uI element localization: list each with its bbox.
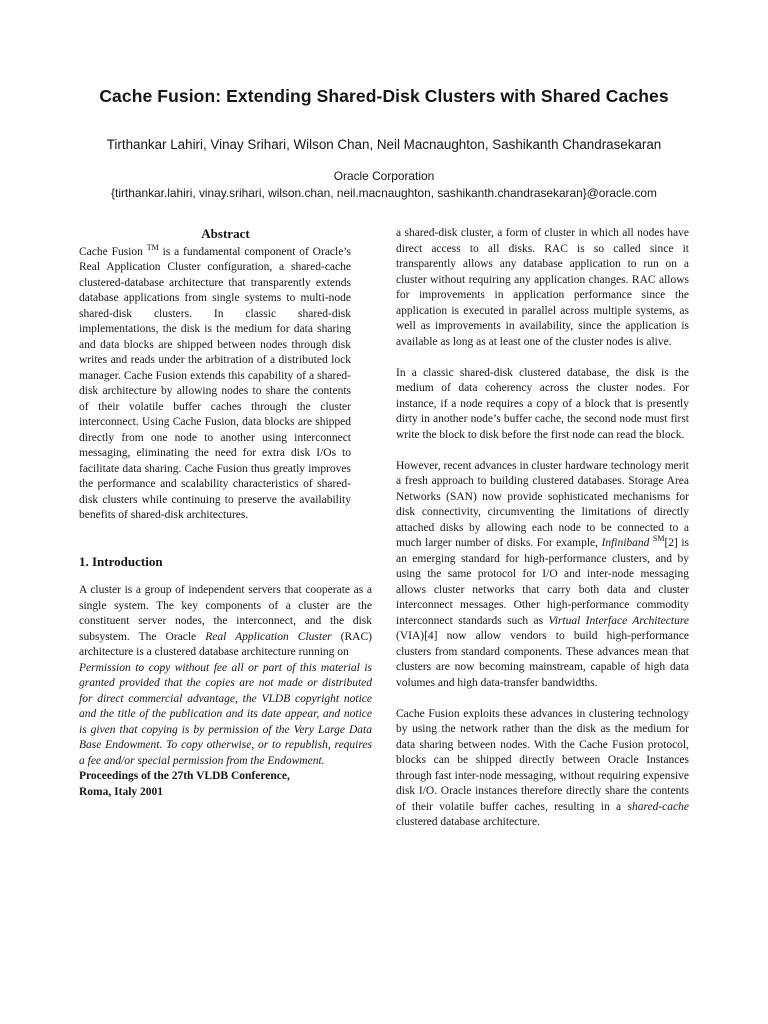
paper-title: Cache Fusion: Extending Shared-Disk Clusters with Shared Caches — [99, 86, 669, 106]
permission-notice: Permission to copy without fee all or part of this material is granted provided that the copies are not made or distributed for direct commercial advantage, the VLDB copyright notice and the title of the publication and its date appear, and notice is given that copying is by permission of the Very Large Data Base Endowment. To copy otherwise, or to republish, requires a fee and/or special permission from the Endowment. — [79, 661, 372, 767]
intro-text-end: (RAC) architecture is a clustered database architecture running on — [79, 630, 372, 658]
paragraph-hardware-advances — [396, 459, 689, 692]
author-emails: {tirthankar.lahiri, vinay.srihari, wilson.chan, neil.macnaughton, sashikanth.chandrasekaran}@oracle.com — [111, 185, 657, 200]
trademark-mark: TM — [146, 242, 159, 252]
abstract-lead: Cache Fusion — [79, 245, 143, 258]
introduction-paragraph — [79, 583, 372, 661]
paragraph-rac: a shared-disk cluster, a form of cluster in which all nodes have direct access to all disks. RAC is so called since it transparently allows any database application to run on a cluster without requiring any application changes. RAC allows for improvements in application performance since the application is executed in parallel across multiple systems, as well as improvements in availability, since the application is available as long as at least one of the cluster nodes is alive. — [396, 227, 689, 348]
servicemark: SM — [652, 534, 665, 544]
affiliation-block — [0, 168, 768, 201]
cf-text-end: clustered database architecture. — [396, 816, 540, 828]
intro-emphasis: Real Application Cluster — [205, 630, 332, 643]
affiliation: Oracle Corporation — [333, 169, 435, 183]
right-column — [396, 226, 689, 831]
cf-text-start: Cache Fusion exploits these advances in clustering technology by using the network rather than the disk as the medium for data sharing between nodes. With the Cache Fusion protocol, blocks can be shipped directly between Oracle Instances through fast inter-node messaging, without requiring expensive disk I/O. Oracle instances therefore directly share the contents of their volatile buffer caches, resulting in a — [396, 707, 689, 813]
intro-text: A cluster is a group of independent servers that cooperate as a single system. The key components of a cluster are the constituent server nodes, the interconnect, and the disk subsystem. The Oracle — [79, 584, 372, 643]
section-heading-introduction: 1. Introduction — [79, 553, 163, 569]
left-column — [79, 226, 372, 800]
abstract-text: is a fundamental component of Oracle’s Real Application Cluster configuration, a shared-cache clustered-database architecture that transparently extends database applications from single systems to multi-node shared-disk clusters. In classic shared-disk implementations, the disk is the medium for data sharing and data blocks are shipped between nodes through disk writes and reads under the arbitration of a distributed lock manager. Cache Fusion extends this capability of a shared-disk architecture by allowing nodes to share the contents of their volatile buffer caches through the cluster interconnect. Using Cache Fusion, data blocks are shipped directly from one node to another using interconnect messaging, eliminating the need for extra disk I/Os to facilitate data sharing. Cache Fusion thus greatly improves the performance and scalability characteristics of shared-disk clusters while continuing to preserve the availability benefits of shared-disk architectures. — [79, 245, 351, 521]
infiniband-term: Infiniband — [601, 537, 650, 549]
hw-text-mid: [2] is an emerging standard for high-performance clusters, and by using the same protocol for I/O and inter-node messaging allows cluster networks that carry both data and cluster interconnect messages. Other high-performance commodity interconnect standards such as — [396, 537, 690, 627]
paragraph-shared-disk: In a classic shared-disk clustered database, the disk is the medium of data coherency across the cluster nodes. For instance, if a node requires a copy of a block that is presently dirty in another node’s buffer cache, the second node must first write the block to disk before the first node can read the block. — [396, 366, 689, 441]
conference-location: Roma, Italy 2001 — [79, 785, 164, 798]
via-term: Virtual Interface Architecture — [548, 614, 689, 627]
shared-cache-term: shared-cache — [627, 800, 689, 813]
hw-text-start: However, recent advances in cluster hardware technology merit a fresh approach to building clustered databases. Storage Area Networks (SAN) now provide sophisticated mechanisms for disk connectivity, circumventing the limitations of directly attached disks by allowing each node to be connected to a much larger number of disks. For example, — [396, 459, 689, 549]
hw-text-end: (VIA)[4] now allow vendors to build high-performance clusters from standard components. These advances mean that clusters are now becoming mainstream, capable of high data volumes and high data-transfer bandwidths. — [396, 630, 689, 689]
abstract-heading: Abstract — [201, 226, 250, 241]
proceedings-line: Proceedings of the 27th VLDB Conference, — [79, 770, 290, 782]
paragraph-cache-fusion — [396, 707, 689, 831]
abstract-body — [79, 242, 351, 524]
author-list: Tirthankar Lahiri, Vinay Srihari, Wilson Chan, Neil Macnaughton, Sashikanth Chandrasekaran — [106, 137, 662, 152]
